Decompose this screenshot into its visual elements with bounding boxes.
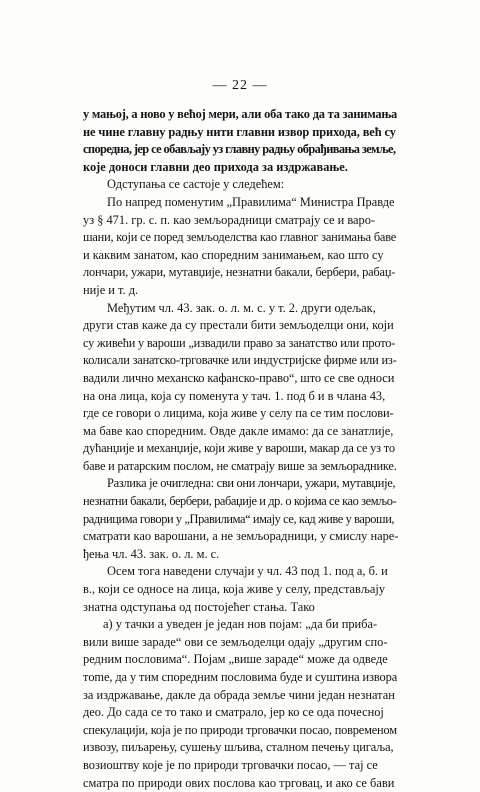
text-line: спекулацији, која је по природи трговачки посао, повременом xyxy=(83,722,397,737)
text-line: Међутим чл. 43. зак. о. л. м. с. у т. 2. други одељак, xyxy=(107,300,376,315)
text-line: радницима говори у „Правилима“ имају се, кад живе у вароши, xyxy=(83,511,395,526)
text-line: извозу, пиљарењу, сушењу шљива, сталном печењу цигаља, xyxy=(83,740,394,755)
text-line: сматрати као варошани, а не земљорадници, у смислу наре- xyxy=(83,529,398,544)
text-line: в., који се односе на лица, која живе у селу, представљају xyxy=(83,582,386,597)
text-line: По напред поменутим „Правилима“ Министра Правде xyxy=(107,194,395,209)
text-line: које доноси главни део прихода за издржавање. xyxy=(83,159,348,174)
text-line: ђења чл. 43. зак. о. л. м. с. xyxy=(83,546,220,561)
text-line: сматра по природи ових послова као трговац, и ако се бави xyxy=(83,775,395,790)
text-line: су живећи у вароши „извадили право за занатство или прото- xyxy=(83,335,396,350)
text-line: у мањој, а ново у већој мери, али оба тако да та занимања xyxy=(83,107,398,121)
text-line: а) у тачки а уведен је један нов појам: „да би приба- xyxy=(103,617,378,632)
page-number: — 22 — xyxy=(212,78,268,93)
text-line: други став каже да су престали бити земљоделци они, који xyxy=(83,318,394,333)
text-line: ма баве као споредним. Овде дакле имамо: да се занатлије, xyxy=(83,423,394,438)
text-line: део. До сада се то тако и сматрало, јер ко се ода почесној xyxy=(83,705,384,720)
text-line: знатна одступања од постојећег стања. Тако xyxy=(83,599,315,614)
text-line: редним пословима“. Појам „више зараде“ може да одведе xyxy=(83,652,388,667)
text-line: на она лица, која су поменута у тач. 1. под б и в члана 43, xyxy=(83,388,386,403)
text-line: незнатни бакали, бербери, рабаџије и др. о којима се као земљо- xyxy=(83,494,397,509)
text-line: вадили лично механско кафанско-право“, што се све односи xyxy=(83,370,395,385)
text-line: лончари, ужари, мутавџије, незнатни бакали, бербери, рабаџ- xyxy=(83,265,396,280)
text-line: Одступања се састоје у следећем: xyxy=(107,177,285,192)
text-line: није и т. д. xyxy=(83,282,139,297)
text-line: споредна, јер се обављају уз главну радњу обрађивања земље, xyxy=(83,142,396,157)
text-line: уз § 471. гр. с. п. као земљорадници сматрају се и варо- xyxy=(83,212,376,227)
text-line: и каквим занатом, као споредним занимањем, као што су xyxy=(83,247,384,262)
text-line: не чине главну радњу нити главни извор прихода, већ су xyxy=(83,124,396,139)
body-text xyxy=(83,106,398,792)
text-line: тome, да у тим споредним пословима буде и суштина извора xyxy=(83,670,398,684)
text-line: баве и ратарским послом, не сматрају више за земљораднике. xyxy=(83,458,397,473)
text-line: шани, који се поред земљоделства као главног занимања баве xyxy=(83,230,397,245)
text-line: колисали занатско-трговачке или индустријске фирме или из- xyxy=(83,353,397,368)
text-line: возиоштву које је по природи трговачки посао, — тај се xyxy=(83,757,378,772)
text-line: Осем тога наведени случаји у чл. 43 под 1. под а, б. и xyxy=(107,564,388,579)
text-line: за издржавање, дакле да обрада земље чини један незнатан xyxy=(83,687,395,702)
text-line: дућанџије и механџије, који живе у вароши, макар да се уз то xyxy=(83,441,395,456)
text-line: Разлика је очигледна: сви они лончари, ужари, мутавџије, xyxy=(107,476,396,491)
text-line: где се говори о лицима, која живе у селу па се тим послови- xyxy=(83,406,394,421)
text-line: вили више зараде“ ови се земљоделци одају „другим спо- xyxy=(83,634,388,649)
